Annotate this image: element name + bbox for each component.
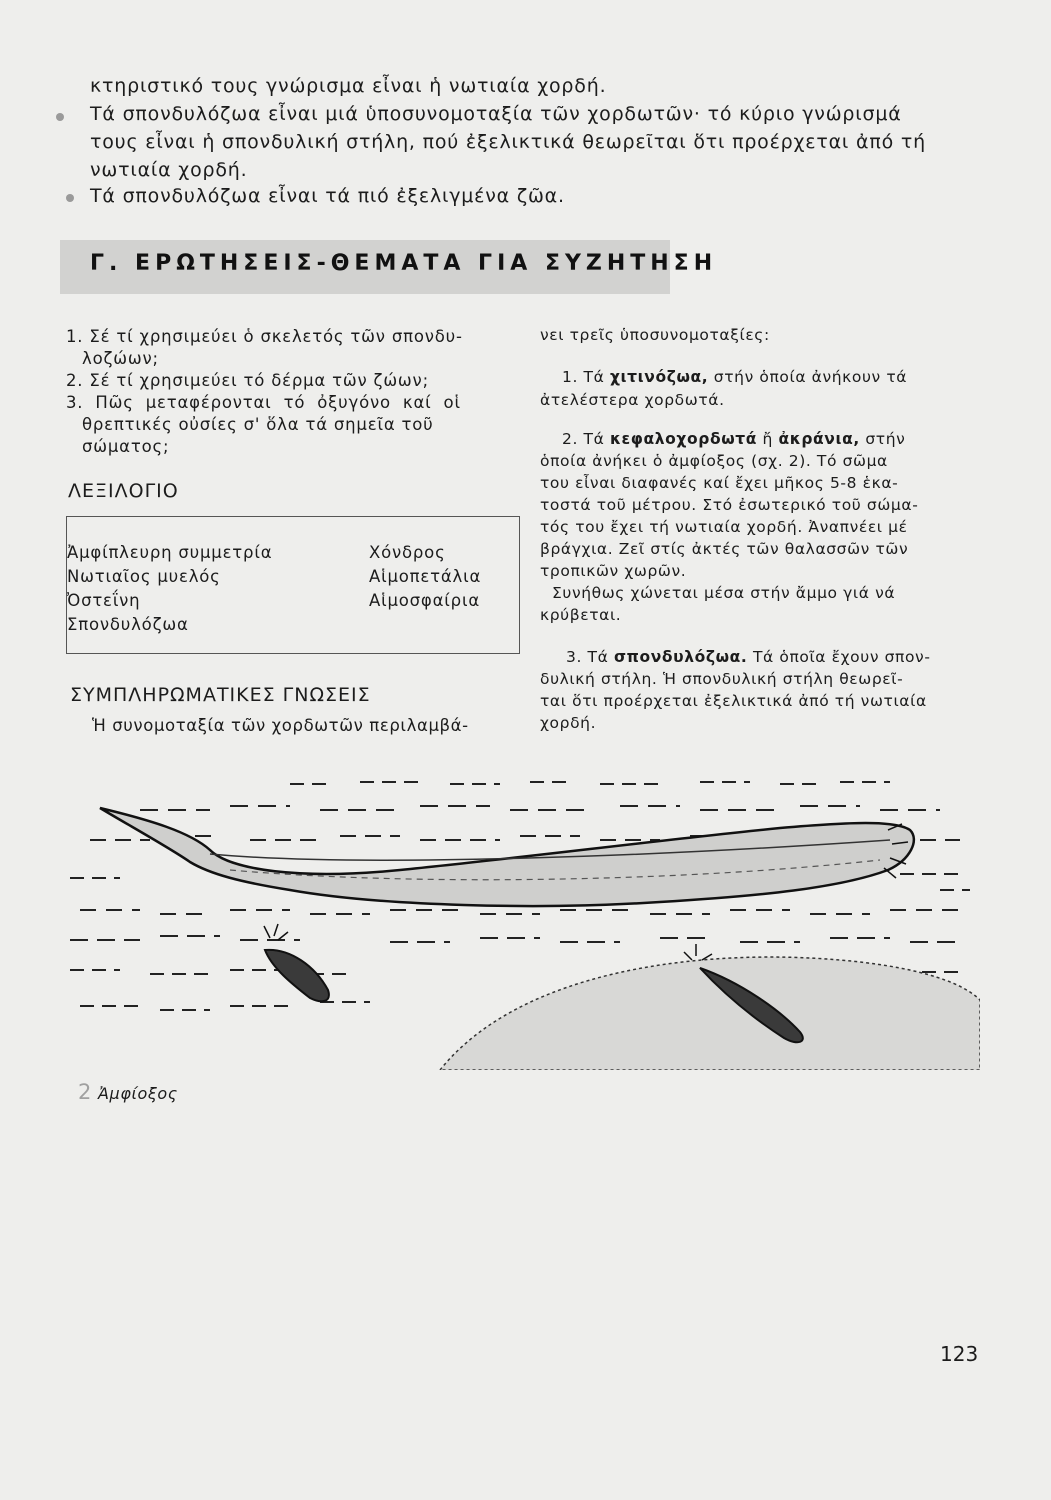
glossary-term: Αἱμοσφαίρια (369, 591, 480, 610)
intro-line-1: κτηριστικό τους γνώρισμα εἶναι ἡ νωτιαία χορδή. (90, 75, 607, 97)
supplementary-item-2-line7: τροπικῶν χωρῶν. (540, 562, 687, 580)
figure-caption: Ἀμφίοξος (98, 1084, 178, 1103)
intro-bullet1-line3: νωτιαία χορδή. (90, 159, 248, 181)
term-cephalochordata: κεφαλοχορδωτά (609, 430, 758, 448)
intro-bullet1-line2: τους εἶναι ἡ σπονδυλική στήλη, πού ἐξελικτικά θεωρεῖται ὅτι προέρχεται ἀπό τή (90, 131, 926, 153)
question-1-line1: 1. Σέ τί χρησιμεύει ὁ σκελετός τῶν σπονδυ- (66, 327, 463, 346)
supplementary-intro-line2: νει τρεῖς ὑποσυνομοταξίες: (540, 326, 770, 344)
supplementary-item-2-line6: βράγχια. Ζεῖ στίς ἀκτές τῶν θαλασσῶν τῶν (540, 540, 909, 558)
glossary-term: Ὀστεΐνη (67, 591, 141, 610)
question-2: 2. Σέ τί χρησιμεύει τό δέρμα τῶν ζώων; (66, 371, 429, 390)
figure-number: 2 (78, 1080, 92, 1104)
glossary-term: Χόνδρος (369, 543, 446, 562)
supplementary-item-2-line5: τός του ἔχει τή νωτιαία χορδή. Ἀναπνέει μέ (540, 518, 908, 536)
supplementary-item-2-line8: Συνήθως χώνεται μέσα στήν ἄμμο γιά νά (552, 584, 896, 602)
glossary-term: Αἱμοπετάλια (369, 567, 482, 586)
supplementary-item-1-line2: ἀτελέστερα χορδωτά. (540, 391, 725, 409)
supplementary-heading: ΣΥΜΠΛΗΡΩΜΑΤΙΚΕΣ ΓΝΩΣΕΙΣ (70, 684, 371, 706)
intro-bullet2: Τά σπονδυλόζωα εἶναι τά πιό ἐξελιγμένα ζῶα. (90, 185, 565, 207)
term-chitinozoa: χιτινόζωα, (609, 368, 709, 386)
question-3-line2: θρεπτικές οὐσίες σ' ὅλα τά σημεῖα τοῦ (82, 415, 434, 434)
supplementary-item-1: 1. Τά χιτινόζωα, στήν ὁποία ἀνήκουν τά (562, 368, 908, 386)
question-1-line2: λοζώων; (82, 349, 159, 368)
glossary-box (66, 516, 520, 654)
supplementary-item-3-line3: ται ὅτι προέρχεται ἐξελικτικά ἀπό τή νωτιαία (540, 692, 927, 710)
supplementary-item-3-line2: δυλική στήλη. Ἡ σπονδυλική στήλη θεωρεῖ- (540, 670, 904, 688)
intro-bullet1-line1: Τά σπονδυλόζωα εἶναι μιά ὑποσυνομοταξία τῶν χορδωτῶν· τό κύριο γνώρισμά (90, 103, 902, 125)
term-acrania: ἀκράνια, (778, 430, 860, 448)
supplementary-item-2-line3: του εἶναι διαφανές καί ἔχει μῆκος 5-8 ἑκα- (540, 474, 899, 492)
supplementary-item-2-line4: τοστά τοῦ μέτρου. Στό ἐσωτερικό τοῦ σώμα- (540, 496, 919, 514)
supplementary-item-3: 3. Τά σπονδυλόζωα. Τά ὁποῖα ἔχουν σπον- (566, 648, 931, 666)
question-3-line1: 3. Πῶς μεταφέρονται τό ὀξυγόνο καί οἱ (66, 393, 461, 412)
supplementary-item-2: 2. Τά κεφαλοχορδωτά ἤ ἀκράνια, στήν (562, 430, 906, 448)
page-number: 123 (940, 1342, 979, 1366)
supplementary-item-2-line2: ὁποία ἀνήκει ὁ ἀμφίοξος (σχ. 2). Τό σῶμα (540, 452, 888, 470)
glossary-heading: ΛΕΞΙΛΟΓΙΟ (68, 480, 179, 502)
term-vertebrata: σπονδυλόζωα. (613, 648, 748, 666)
bullet-icon (66, 194, 74, 202)
supplementary-item-3-line4: χορδή. (540, 714, 597, 732)
bullet-icon (56, 113, 64, 121)
supplementary-intro-line1: Ἡ συνομοταξία τῶν χορδωτῶν περιλαμβά- (92, 716, 469, 735)
amphioxus-illustration (60, 770, 980, 1070)
glossary-term: Ἀμφίπλευρη συμμετρία (67, 543, 273, 562)
glossary-term: Νωτιαῖος μυελός (67, 567, 221, 586)
question-3-line3: σώματος; (82, 437, 170, 456)
section-title: Γ. ΕΡΩΤΗΣΕΙΣ-ΘΕΜΑΤΑ ΓΙΑ ΣΥΖΗΤΗΣΗ (90, 251, 718, 276)
glossary-term: Σπονδυλόζωα (67, 615, 189, 634)
supplementary-item-2-line9: κρύβεται. (540, 606, 622, 624)
